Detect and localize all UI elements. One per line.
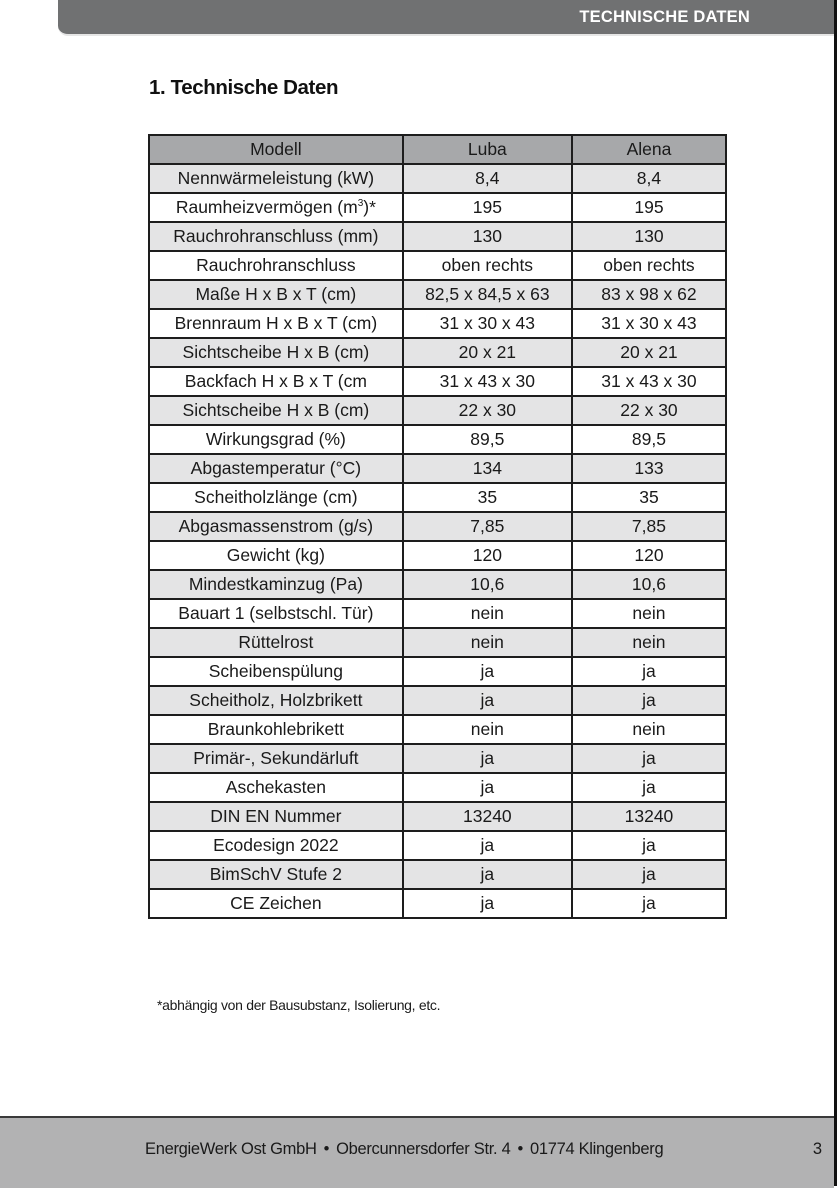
luba-value: ja: [403, 686, 572, 715]
luba-value: ja: [403, 889, 572, 918]
row-label: Sichtscheibe H x B (cm): [149, 396, 403, 425]
row-label: Rauchrohranschluss (mm): [149, 222, 403, 251]
luba-value: 195: [403, 193, 572, 222]
alena-value: 13240: [572, 802, 726, 831]
row-label: BimSchV Stufe 2: [149, 860, 403, 889]
luba-value: oben rechts: [403, 251, 572, 280]
luba-value: 31 x 30 x 43: [403, 309, 572, 338]
table-row: [149, 657, 726, 686]
table-row: [149, 802, 726, 831]
footnote: *abhängig von der Bausubstanz, Isolierung, etc.: [157, 997, 441, 1013]
table-row: [149, 889, 726, 918]
row-label: Abgasmassenstrom (g/s): [149, 512, 403, 541]
row-label: Rauchrohranschluss: [149, 251, 403, 280]
alena-value: 20 x 21: [572, 338, 726, 367]
alena-value: 89,5: [572, 425, 726, 454]
alena-value: ja: [572, 860, 726, 889]
row-label: Aschekasten: [149, 773, 403, 802]
row-label: Maße H x B x T (cm): [149, 280, 403, 309]
alena-value: 8,4: [572, 164, 726, 193]
table-row: [149, 222, 726, 251]
luba-value: 82,5 x 84,5 x 63: [403, 280, 572, 309]
footer-company: EnergieWerk Ost GmbH: [145, 1140, 317, 1158]
row-label: Brennraum H x B x T (cm): [149, 309, 403, 338]
column-header-alena: Alena: [572, 135, 726, 164]
footer-address: [145, 1140, 663, 1159]
alena-value: oben rechts: [572, 251, 726, 280]
footer-city: 01774 Klingenberg: [529, 1140, 664, 1158]
bullet-separator: •: [517, 1140, 523, 1158]
table-row: [149, 744, 726, 773]
row-label: Bauart 1 (selbstschl. Tür): [149, 599, 403, 628]
luba-value: ja: [403, 831, 572, 860]
row-label: [149, 193, 403, 222]
row-label: Sichtscheibe H x B (cm): [149, 338, 403, 367]
luba-value: nein: [403, 715, 572, 744]
column-header-luba: Luba: [403, 135, 572, 164]
alena-value: 10,6: [572, 570, 726, 599]
row-label: Primär-, Sekundärluft: [149, 744, 403, 773]
table-header-row: [149, 135, 726, 164]
luba-value: 130: [403, 222, 572, 251]
alena-value: 7,85: [572, 512, 726, 541]
luba-value: 120: [403, 541, 572, 570]
section-title: 1. Technische Daten: [149, 76, 339, 99]
table-row: [149, 454, 726, 483]
alena-value: 83 x 98 x 62: [572, 280, 726, 309]
page-number: 3: [812, 1140, 822, 1158]
alena-value: 130: [572, 222, 726, 251]
column-header-modell: Modell: [149, 135, 403, 164]
alena-value: ja: [572, 889, 726, 918]
table-row: [149, 860, 726, 889]
table-row: [149, 715, 726, 744]
table-row: [149, 512, 726, 541]
table-row: [149, 280, 726, 309]
luba-value: ja: [403, 860, 572, 889]
row-label: Mindestkaminzug (Pa): [149, 570, 403, 599]
table-row: [149, 251, 726, 280]
table-row: [149, 483, 726, 512]
table-row: [149, 599, 726, 628]
luba-value: 134: [403, 454, 572, 483]
alena-value: nein: [572, 599, 726, 628]
row-label-text: Raumheizvermögen (m: [175, 197, 358, 217]
alena-value: 35: [572, 483, 726, 512]
row-label: Scheitholz, Holzbrikett: [149, 686, 403, 715]
alena-value: ja: [572, 657, 726, 686]
footer-street: Obercunnersdorfer Str. 4: [336, 1140, 511, 1158]
row-label: DIN EN Nummer: [149, 802, 403, 831]
header-bar: [58, 0, 834, 36]
luba-value: 10,6: [403, 570, 572, 599]
table-row: [149, 367, 726, 396]
row-label: Nennwärmeleistung (kW): [149, 164, 403, 193]
luba-value: 13240: [403, 802, 572, 831]
luba-value: ja: [403, 744, 572, 773]
alena-value: 195: [572, 193, 726, 222]
alena-value: 22 x 30: [572, 396, 726, 425]
header-title: TECHNISCHE DATEN: [579, 8, 750, 26]
alena-value: 120: [572, 541, 726, 570]
row-label: Gewicht (kg): [149, 541, 403, 570]
row-label: Scheibenspülung: [149, 657, 403, 686]
luba-value: 8,4: [403, 164, 572, 193]
table-row: [149, 773, 726, 802]
table-row: [149, 541, 726, 570]
alena-value: ja: [572, 744, 726, 773]
table-row: [149, 831, 726, 860]
row-label: Scheitholzlänge (cm): [149, 483, 403, 512]
luba-value: ja: [403, 773, 572, 802]
row-label-suffix: )*: [363, 197, 376, 217]
alena-value: ja: [572, 686, 726, 715]
bullet-separator: •: [323, 1140, 330, 1158]
row-label: Ecodesign 2022: [149, 831, 403, 860]
row-label: Rüttelrost: [149, 628, 403, 657]
table-row: [149, 628, 726, 657]
luba-value: 89,5: [403, 425, 572, 454]
luba-value: 7,85: [403, 512, 572, 541]
alena-value: ja: [572, 831, 726, 860]
table-row: [149, 164, 726, 193]
alena-value: 31 x 30 x 43: [572, 309, 726, 338]
row-label: Braunkohlebrikett: [149, 715, 403, 744]
luba-value: 31 x 43 x 30: [403, 367, 572, 396]
luba-value: nein: [403, 599, 572, 628]
alena-value: ja: [572, 773, 726, 802]
table-row: [149, 193, 726, 222]
luba-value: 35: [403, 483, 572, 512]
row-label: Wirkungsgrad (%): [149, 425, 403, 454]
luba-value: nein: [403, 628, 572, 657]
row-label: Backfach H x B x T (cm: [149, 367, 403, 396]
alena-value: 133: [572, 454, 726, 483]
footer-bar: [0, 1116, 834, 1188]
table-row: [149, 338, 726, 367]
alena-value: 31 x 43 x 30: [572, 367, 726, 396]
spec-table: [148, 134, 727, 919]
alena-value: nein: [572, 715, 726, 744]
table-row: [149, 425, 726, 454]
luba-value: 20 x 21: [403, 338, 572, 367]
row-label: CE Zeichen: [149, 889, 403, 918]
alena-value: nein: [572, 628, 726, 657]
row-label: Abgastemperatur (°C): [149, 454, 403, 483]
table-row: [149, 570, 726, 599]
luba-value: ja: [403, 657, 572, 686]
luba-value: 22 x 30: [403, 396, 572, 425]
superscript: 3: [357, 198, 364, 210]
table-row: [149, 396, 726, 425]
table-row: [149, 686, 726, 715]
table-row: [149, 309, 726, 338]
